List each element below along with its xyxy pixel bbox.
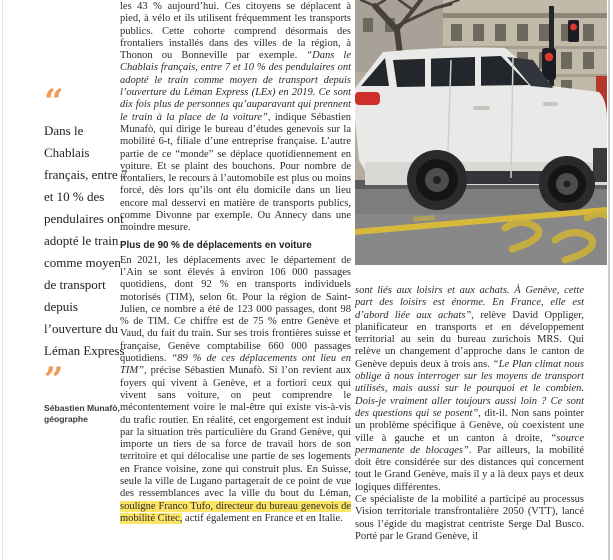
quoted-speech: “Dans le Chablais français, entre 7 et 10 % des pendulaires ont adopté le train comme moyen de transport depuis l’ouverture du Léman Express (LEx) en 2019. Ce sont dix fois plus de personnes qu’auparavant qui prennent le train à la place de la voiture” bbox=[120, 50, 351, 123]
pull-quote-attribution bbox=[44, 403, 130, 425]
article-paragraph bbox=[355, 494, 584, 543]
text-segment: les 43 % aujourd’hui. Ces citoyens se déplacent à pied, à vélo et ils utilisent fréquemment les transports publics. Cette cohorte comprend désormais des frontaliers installés dans des villes de la région, à Thonon ou Bonneville par exemple. bbox=[120, 1, 351, 62]
pull-quote-author-role: géographe bbox=[44, 414, 88, 424]
close-quote-icon: ” bbox=[44, 360, 62, 400]
article-paragraph bbox=[120, 1, 351, 235]
quoted-speech: “89 % de ces déplacements ont lieu en TIM” bbox=[120, 353, 351, 377]
pull-quote-author-name: Sébastien Munafò, bbox=[44, 403, 120, 413]
quoted-speech: “source permanente de blocages” bbox=[355, 432, 584, 456]
text-segment: , relève David Oppliger, planificateur en transports et en développement territorial au sein du bureau zurichois MRS. Qui relève un changement d’approche dans le canton de Genève depuis deux à trois ans. bbox=[355, 309, 584, 370]
street-photo bbox=[355, 0, 607, 265]
article-paragraph bbox=[355, 285, 584, 494]
open-quote-icon: “ bbox=[44, 82, 62, 122]
text-segment: . Par ailleurs, la mobilité doit être considérée sur des distances qui concernent tout le Grand Genève, mais il y a là deux pays et deux logiques différentes. bbox=[355, 444, 584, 493]
article-column-right bbox=[355, 285, 584, 543]
highlighted-text: souligne Franco Tufo, directeur du bureau genevois de mobilité Citec, bbox=[120, 500, 351, 524]
article-paragraph bbox=[120, 255, 351, 526]
quoted-speech: sont liés aux loisirs et aux achats. À Genève, cette part des loisirs est énorme. En France, elle est d’abord liée aux achats” bbox=[355, 285, 584, 321]
quoted-speech: “Le Plan climat nous oblige à nous interroger sur les moyens de transport utilisés, mais aussi sur le pourquoi et le combien. Dois-je vraiment aller toujours aussi loin ? Ce sont des questions qui se posent” bbox=[355, 358, 584, 419]
pull-quote-text: Dans le Chablais français, entre 7 et 10 % des pendulaires ont adopté le train comme moyen de transport depuis l’ouverture du Léman Express bbox=[44, 123, 128, 358]
pull-quote bbox=[44, 82, 130, 425]
text-segment: Ce spécialiste de la mobilité a participé au processus Vision territoriale transfrontalière 2050 (VTT), lancé sous l’égide du magistrat centriste Serge Dal Busco. Porté par le Grand Genève, il bbox=[355, 494, 584, 542]
page-fold-line bbox=[2, 0, 3, 560]
text-segment: , indique Sébastien Munafò, qui dirige le bureau d’études genevois sur la mobilité 6-t, filiale d’une entreprise française. L’autre partie de ce “monde” se déplace quotidiennement en voiture. Et se plaint des bouchons. Pour nombre de frontaliers, le recours à l’automobile est plus ou moins forcé, dès lors qu’ils ont élu domicile dans un lieu encore mal desservi en matière de transports publics, comme Divonne par exemple. Ou Annecy dans une moindre mesure. bbox=[120, 111, 351, 234]
text-segment: , dit-il. Non sans pointer un problème spécifique à Genève, où coexistent une ville à gauche et un canton à droite, bbox=[355, 407, 584, 444]
text-segment: , précise Sébastien Munafò. Si l’on revient aux foyers qui vivent à Genève, et a fortiori ceux qui vivent sans voiture, on peut comprendre le mécontentement voire le mal-être qui existe vis-à-vis du trafic routier. En réalité, cet engorgement est induit par la situation très particulière du Grand Genève, qui importe un tiers de sa force de travail hors de son territoire et qui délocalise une partie de ses logements en France voisine, zone qui construit plus. En Suisse, seule la ville de Lugano partagerait de ce point de vue des ressemblances avec la ville du bout du Léman, bbox=[120, 365, 351, 500]
text-segment: actif également en France et en Italie. bbox=[182, 512, 343, 524]
article-column-main bbox=[120, 1, 351, 525]
page-edge-line bbox=[608, 0, 610, 560]
section-heading: Plus de 90 % de déplacements en voiture bbox=[120, 239, 312, 251]
text-segment: En 2021, les déplacements avec le département de l’Ain se sont élevés à environ 106 000 passages quotidiens, dont 92 % en transports individuels motorisés (TIM), selon 6t. Pour la région de Saint-Julien, ce nombre a été de 123 000 passages, dont 98 % de TIM. Ce chiffre est de 75 % entre Genève et Vaud, du fait du train. Sur ses trois frontières suisse et française, Genève comptabilise 660 000 passages quotidiens. bbox=[120, 254, 351, 365]
car-wheel-rear bbox=[407, 150, 467, 210]
car-wheel-front bbox=[539, 156, 595, 212]
